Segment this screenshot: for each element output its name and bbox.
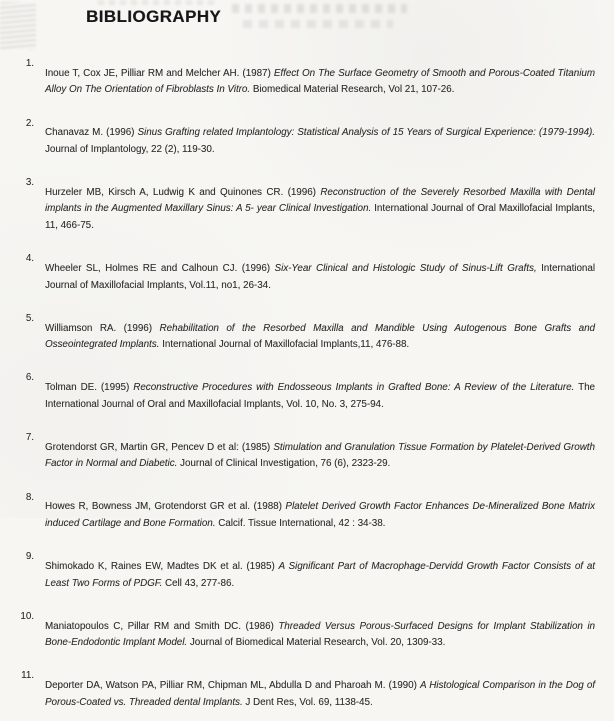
reference-authors: Williamson RA. (1996) <box>45 322 152 334</box>
reference-title: Stimulation and Granulation Tissue Formation by Platelet-Derived Growth Factor in Normal and Diabetic. <box>45 441 595 470</box>
reference-source: The International Journal of Oral and Maxillofacial Implants, Vol. 10, No. 3, 275-94. <box>45 382 596 410</box>
reference-item <box>14 549 595 602</box>
reference-title: Reconstruction of the Severely Resorbed Maxilla with Dental implants in the Augmented Maxillary Sinus: A 5- year Clinical Investigation. <box>45 186 595 215</box>
reference-text <box>45 321 595 354</box>
reference-source: Journal of Implantology, 22 (2), 119-30. <box>45 143 215 155</box>
reference-authors: Shimokado K, Raines EW, Madtes DK et al. (1985) <box>45 561 275 573</box>
reference-title: A Significant Part of Macrophage-Dervidd Growth Factor Consists of at Least Two Forms of PDGF. <box>45 561 595 589</box>
reference-item <box>14 311 595 364</box>
reference-item <box>14 251 595 304</box>
reference-text <box>45 619 595 652</box>
reference-number: 1. <box>25 58 34 69</box>
reference-source: International Journal of Maxillofacial Implants, Vol.11, no1, 26-34. <box>45 263 595 291</box>
reference-number: 6. <box>25 372 34 384</box>
reference-text <box>45 380 595 413</box>
reference-authors: Hurzeler MB, Kirsch A, Ludwig K and Quinones CR. (1996) <box>45 186 316 198</box>
reference-number: 8. <box>25 491 34 503</box>
reference-text <box>45 261 595 294</box>
reference-item <box>14 175 595 244</box>
reference-item <box>14 116 595 169</box>
reference-item <box>14 370 595 423</box>
reference-text <box>45 185 595 235</box>
reference-text <box>45 559 595 592</box>
reference-text <box>45 499 595 532</box>
reference-authors: Inoue T, Cox JE, Pilliar RM and Melcher AH. (1987) <box>45 67 271 79</box>
reference-authors: Tolman DE. (1995) <box>45 382 130 394</box>
reference-list <box>0 56 614 721</box>
reference-title: Rehabilitation of the Resorbed Maxilla and Mandible Using Autogenous Bone Grafts and Osseointegrated Implants. <box>45 322 595 351</box>
reference-title: Sinus Grafting related Implantology: Statistical Analysis of 15 Years of Surgical Experience: (1979-1994). <box>137 127 596 139</box>
reference-authors: Grotendorst GR, Martin GR, Pencev D et al: (1985) <box>45 441 271 453</box>
reference-title: A Histological Comparison in the Dog of Porous-Coated vs. Threaded dental Implants. <box>45 680 595 708</box>
reference-source: J Dent Res, Vol. 69, 1138-45. <box>245 696 373 708</box>
scan-smudge-artifact <box>0 2 36 50</box>
page-title: BIBLIOGRAPHY <box>86 7 222 26</box>
bleedthrough-text-artifact <box>98 0 218 5</box>
bleedthrough-text-artifact <box>243 20 393 28</box>
reference-number: 10. <box>20 610 34 622</box>
reference-text <box>45 66 595 99</box>
reference-source: Journal of Clinical Investigation, 76 (6), 2323-29. <box>180 458 391 470</box>
reference-source: Calcif. Tissue International, 42 : 34-38. <box>218 517 386 529</box>
reference-text <box>45 440 595 473</box>
reference-number: 5. <box>25 312 34 324</box>
reference-number: 2. <box>25 117 34 129</box>
reference-title: Reconstructive Procedures with Endosseous Implants in Grafted Bone: A Review of the Literature. <box>133 382 575 394</box>
reference-authors: Chanavaz M. (1996) <box>45 127 135 139</box>
reference-source: International Journal of Oral Maxillofacial Implants, 11, 466-75. <box>45 203 595 231</box>
reference-text <box>45 125 595 158</box>
reference-title: Threaded Versus Porous-Surfaced Designs for Implant Stabilization in Bone-Endodontic Implant Model. <box>45 620 595 649</box>
reference-authors: Maniatopoulos C, Pillar RM and Smith DC. (1986) <box>45 620 274 632</box>
reference-item <box>14 668 595 721</box>
reference-source: Cell 43, 277-86. <box>164 577 235 589</box>
reference-authors: Howes R, Bowness JM, Grotendorst GR et al. (1988) <box>45 501 282 513</box>
reference-source: International Journal of Maxillofacial Implants,11, 476-88. <box>162 339 410 351</box>
reference-number: 9. <box>25 551 34 563</box>
reference-item <box>14 430 595 483</box>
reference-number: 11. <box>21 670 34 682</box>
reference-authors: Wheeler SL, Holmes RE and Calhoun CJ. (1996) <box>45 263 271 275</box>
reference-title: Platelet Derived Growth Factor Enhances De-Mineralized Bone Matrix induced Cartilage and Bone Formation. <box>45 501 595 529</box>
reference-title: Effect On The Surface Geometry of Smooth and Porous-Coated Titanium Alloy On The Orientation of Fibroblasts In Vitro. <box>45 67 595 96</box>
reference-text <box>45 678 595 711</box>
reference-item <box>14 490 595 543</box>
reference-number: 4. <box>25 253 34 265</box>
reference-number: 7. <box>25 432 34 444</box>
reference-source: Biomedical Material Research, Vol 21, 107-26. <box>252 84 455 96</box>
reference-title: Six-Year Clinical and Histologic Study of Sinus-Lift Grafts, <box>274 263 537 275</box>
reference-authors: Deporter DA, Watson PA, Pilliar RM, Chipman ML, Abdulla D and Pharoah M. (1990) <box>45 680 417 692</box>
bleedthrough-text-artifact <box>232 4 407 13</box>
reference-item <box>14 56 595 109</box>
reference-number: 3. <box>25 177 34 189</box>
reference-source: Journal of Biomedical Material Research, Vol. 20, 1309-33. <box>189 637 446 649</box>
reference-item <box>14 609 595 662</box>
